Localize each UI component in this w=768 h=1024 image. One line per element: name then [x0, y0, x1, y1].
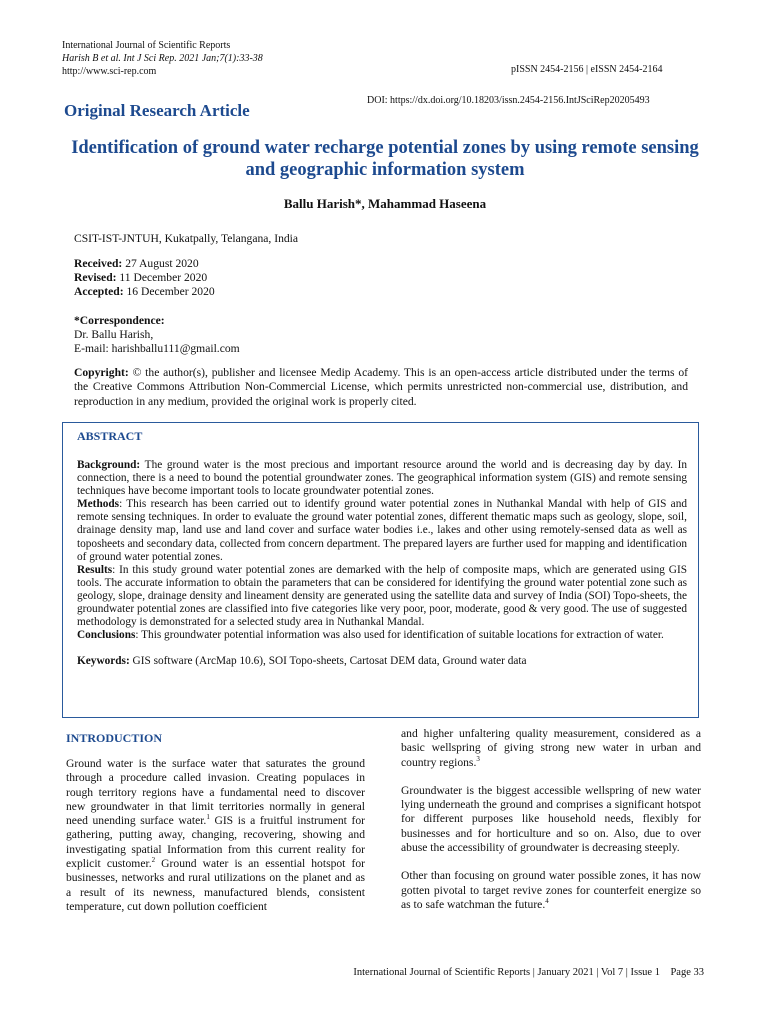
citation-line: Harish B et al. Int J Sci Rep. 2021 Jan;7(1):33-38: [62, 53, 263, 64]
abstract-results: Results: In this study ground water potential zones are demarked with the help of composite maps, which are generated using GIS tools. The accurate information to obtain the parameters that can be considered for identifying the ground water potential zone such as geology, slope, drainage density and lineament density are generated using the satellite data and survey of India (SOI) Topo-sheets, the groundwater potential zones are classified into five categories like very poor, poor, moderate, good & very good. The use of suggested methodology is demonstrated for a selected study area in Nuthankal Mandal.: [77, 563, 687, 629]
accepted-date: Accepted: 16 December 2020: [74, 285, 215, 298]
dates-block: [74, 257, 215, 299]
abstract-keywords: Keywords: GIS software (ArcMap 10.6), SOI Topo-sheets, Cartosat DEM data, Ground water data: [77, 655, 527, 668]
abstract-box: [62, 422, 699, 718]
abstract-body: [77, 459, 687, 668]
received-date: Received: 27 August 2020: [74, 257, 199, 270]
copyright-notice: Copyright: © the author(s), publisher and licensee Medip Academy. This is an open-access article distributed under the terms of the Creative Commons Attribution Non-Commercial License, which permits unrestricted non-commercial use, distribution, and reproduction in any medium, provided the original work is properly cited.: [74, 366, 688, 408]
paper-title: Identification of ground water recharge potential zones by using remote sensing and geographic information system: [71, 138, 699, 180]
journal-name: International Journal of Scientific Reports: [62, 40, 231, 51]
abstract-heading: ABSTRACT: [77, 429, 143, 443]
left-column: [66, 757, 365, 926]
author-list: Ballu Harish*, Mahammad Haseena: [283, 196, 487, 211]
abstract-conclusions: Conclusions: This groundwater potential information was also used for identification of suitable locations for extraction of water.: [77, 629, 664, 642]
issn-line: pISSN 2454-2156 | eISSN 2454-2164: [511, 64, 663, 75]
correspondence-name: Dr. Ballu Harish,: [74, 328, 154, 341]
abstract-methods: Methods: This research has been carried out to identify ground water potential zones in Nuthankal Mandal with help of GIS and remote sensing techniques. In order to evaluate the ground water potential zones, different thematic maps such as geology, slope, soil, drainage density map, land use and land cover and surface water bodies i.e., lakes and other using remotely-sensed data as well as toposheets and secondary data, collected from concern department. The prepared layers are further used for mapping and identification of ground water potential zones.: [77, 498, 687, 563]
intro-paragraph-4: Other than focusing on ground water possible zones, it has now gotten pivotal to target revive zones for counterfeit energize so as to safe watchman the future.$^4$: [401, 869, 701, 911]
right-column: [401, 727, 701, 924]
introduction-heading: INTRODUCTION: [66, 731, 163, 745]
affiliation: CSIT-IST-JNTUH, Kukatpally, Telangana, India: [74, 232, 299, 245]
journal-url[interactable]: http://www.sci-rep.com: [62, 66, 157, 77]
correspondence-label: *Correspondence:: [74, 314, 165, 327]
page-footer: International Journal of Scientific Reports | January 2021 | Vol 7 | Issue 1 Page 33: [353, 967, 704, 978]
intro-paragraph-2: and higher unfaltering quality measurement, considered as a basic wellspring of giving strong new water in urban and country regions.$^3$: [401, 727, 701, 769]
revised-date: Revised: 11 December 2020: [74, 271, 208, 284]
doi-line[interactable]: DOI: https://dx.doi.org/10.18203/issn.2454-2156.IntJSciRep20205493: [367, 95, 650, 106]
intro-paragraph-1: Ground water is the surface water that saturates the ground through a procedure called invasion. Creating populaces in rough territory regions have a fundamental need to discover new groundwater in that limit territories normally in general need unending surface water.$^1$ GIS is a fruitful instrument for gathering, putting away, changing, recovering, showing and investigating spatial Information from this current reality for explicit customer.$^2$ Ground water is an essential hotspot for businesses, networks and rural utilizations on the planet and as a result of its newness, manufactured blends, consistent temperature, cut down pollution coefficient: [66, 757, 366, 913]
abstract-background: Background: The ground water is the most precious and important resource around the world and is decreasing day by day. In connection, there is a need to bound the potential groundwater zones. The geographical information system (GIS) and remote sensing techniques have become important tools to locate groundwater potential zones.: [77, 459, 688, 498]
intro-paragraph-3: Groundwater is the biggest accessible wellspring of new water lying underneath the ground and comprises a significant hotspot for different purposes like household needs, flexibly for businesses and for horticulture and so on. Also, due to over abuse the accessibility of groundwater is decreasing steeply.: [401, 783, 701, 855]
correspondence-email[interactable]: E-mail: harishballu111@gmail.com: [74, 342, 240, 355]
correspondence-block: [74, 314, 240, 356]
article-type: Original Research Article: [64, 101, 250, 120]
